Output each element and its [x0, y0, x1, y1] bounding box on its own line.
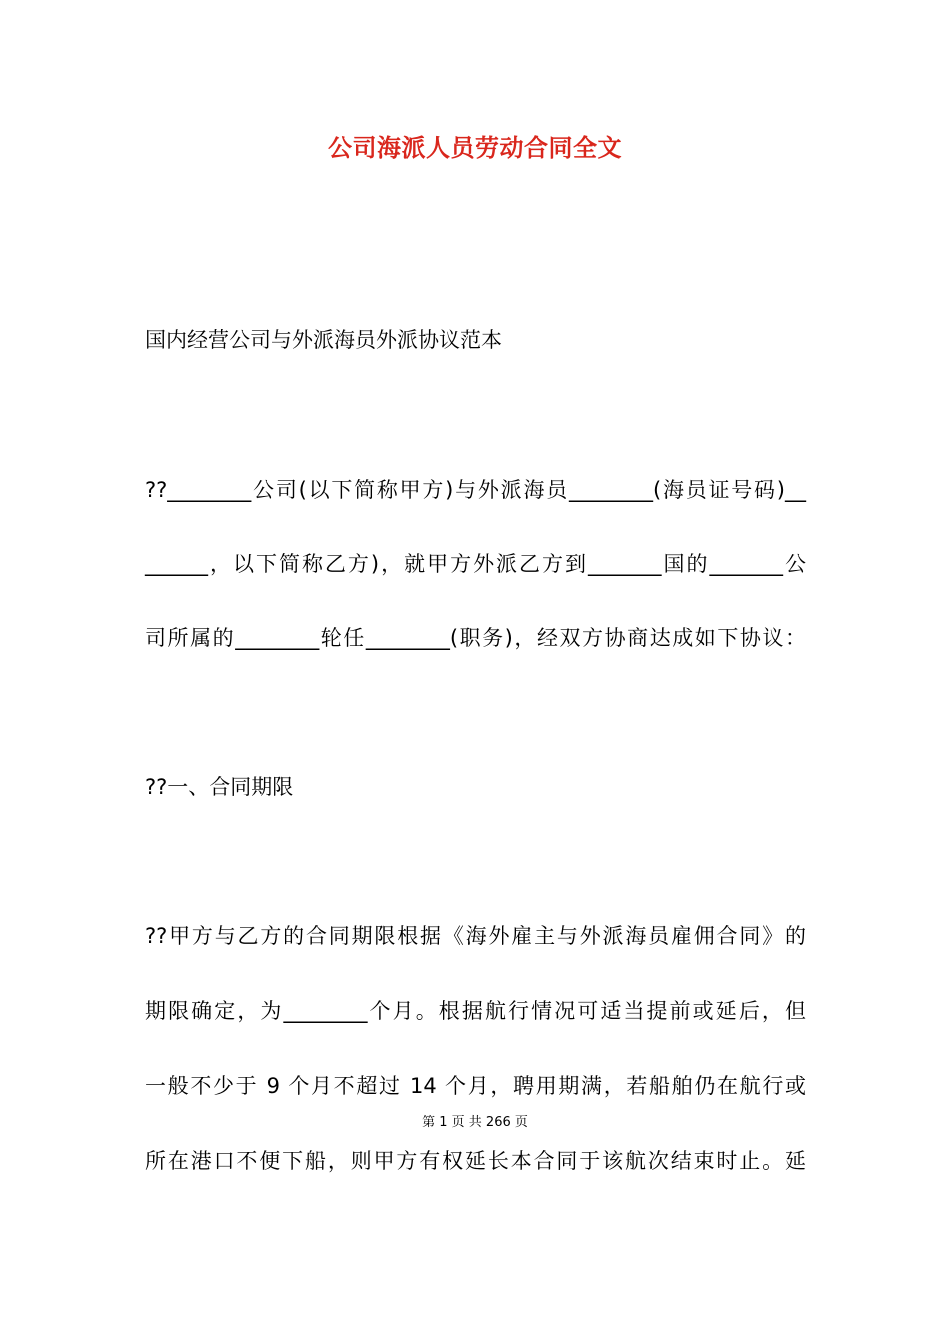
paragraph-line: 所在港口不便下船，则甲方有权延长本合同于该航次结束时止。延 — [145, 1149, 806, 1173]
page-number-footer: 第 1 页 共 266 页 — [422, 1115, 528, 1130]
subtitle-line: 国内经营公司与外派海员外派协议范本 — [145, 328, 502, 352]
paragraph-line: 司所属的________轮任________(职务)，经双方协商达成如下协议： — [145, 626, 806, 650]
document-title: 公司海派人员劳动合同全文 — [328, 134, 622, 162]
paragraph-line: ??甲方与乙方的合同期限根据《海外雇主与外派海员雇佣合同》的 — [145, 924, 806, 948]
paragraph-line: 一般不少于 9 个月不超过 14 个月，聘用期满，若船舶仍在航行或 — [145, 1074, 806, 1098]
paragraph-line: ??________公司(以下简称甲方)与外派海员________(海员证号码)__ — [145, 478, 806, 502]
paragraph-line: 期限确定，为________个月。根据航行情况可适当提前或延后，但 — [145, 999, 806, 1023]
section-heading: ??一、合同期限 — [145, 775, 294, 799]
paragraph-line: ______，以下简称乙方)，就甲方外派乙方到_______国的_______公 — [145, 552, 806, 576]
